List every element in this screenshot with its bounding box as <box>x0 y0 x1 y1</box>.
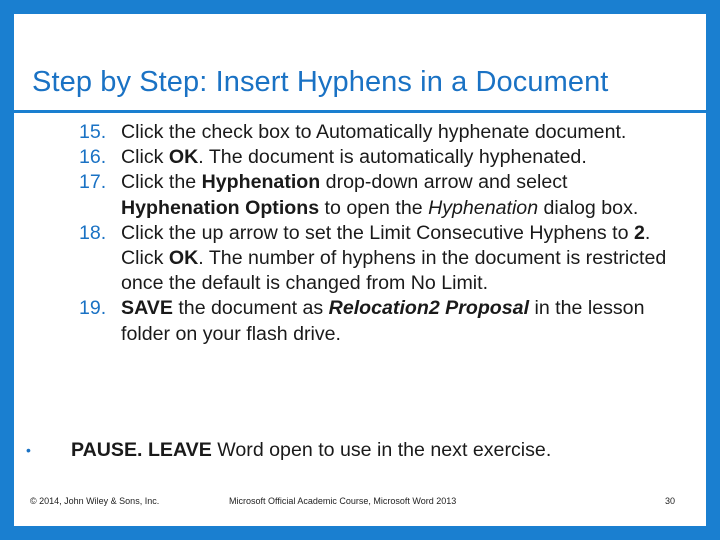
step-number: 16. <box>79 146 107 169</box>
step-number: 19. <box>79 297 107 320</box>
footer-copyright: © 2014, John Wiley & Sons, Inc. <box>30 496 160 506</box>
step-text: SAVE the document as Relocation2 Proposal in the lesson folder on your flash drive. <box>121 297 645 345</box>
step-item <box>14 170 706 220</box>
step-number: 15. <box>79 121 107 143</box>
step-item <box>14 221 706 297</box>
step-text: Click the up arrow to set the Limit Consecutive Hyphens to 2. Click OK. The number of hyphens in the document is restricted once the default is changed from No Limit. <box>121 221 667 295</box>
step-text: Click the Hyphenation drop-down arrow and select Hyphenation Options to open the Hyphenation dialog box. <box>121 171 639 219</box>
step-number: 17. <box>79 171 107 194</box>
bullet-marker: • <box>26 442 31 458</box>
bullet-text: PAUSE. LEAVE Word open to use in the next exercise. <box>71 439 552 461</box>
slide-title: Step by Step: Insert Hyphens in a Document <box>32 66 609 98</box>
title-divider <box>14 110 706 113</box>
step-item <box>14 120 706 145</box>
step-number: 18. <box>79 221 107 244</box>
footer-course: Microsoft Official Academic Course, Microsoft Word 2013 <box>229 496 457 506</box>
step-text: Click the check box to Automatically hyphenate document. <box>121 121 627 143</box>
step-list <box>14 120 706 347</box>
slide <box>14 14 706 526</box>
step-text: Click OK. The document is automatically hyphenated. <box>121 146 587 169</box>
step-item <box>14 296 706 346</box>
step-item <box>14 145 706 170</box>
footer-page-number: 30 <box>665 496 676 506</box>
